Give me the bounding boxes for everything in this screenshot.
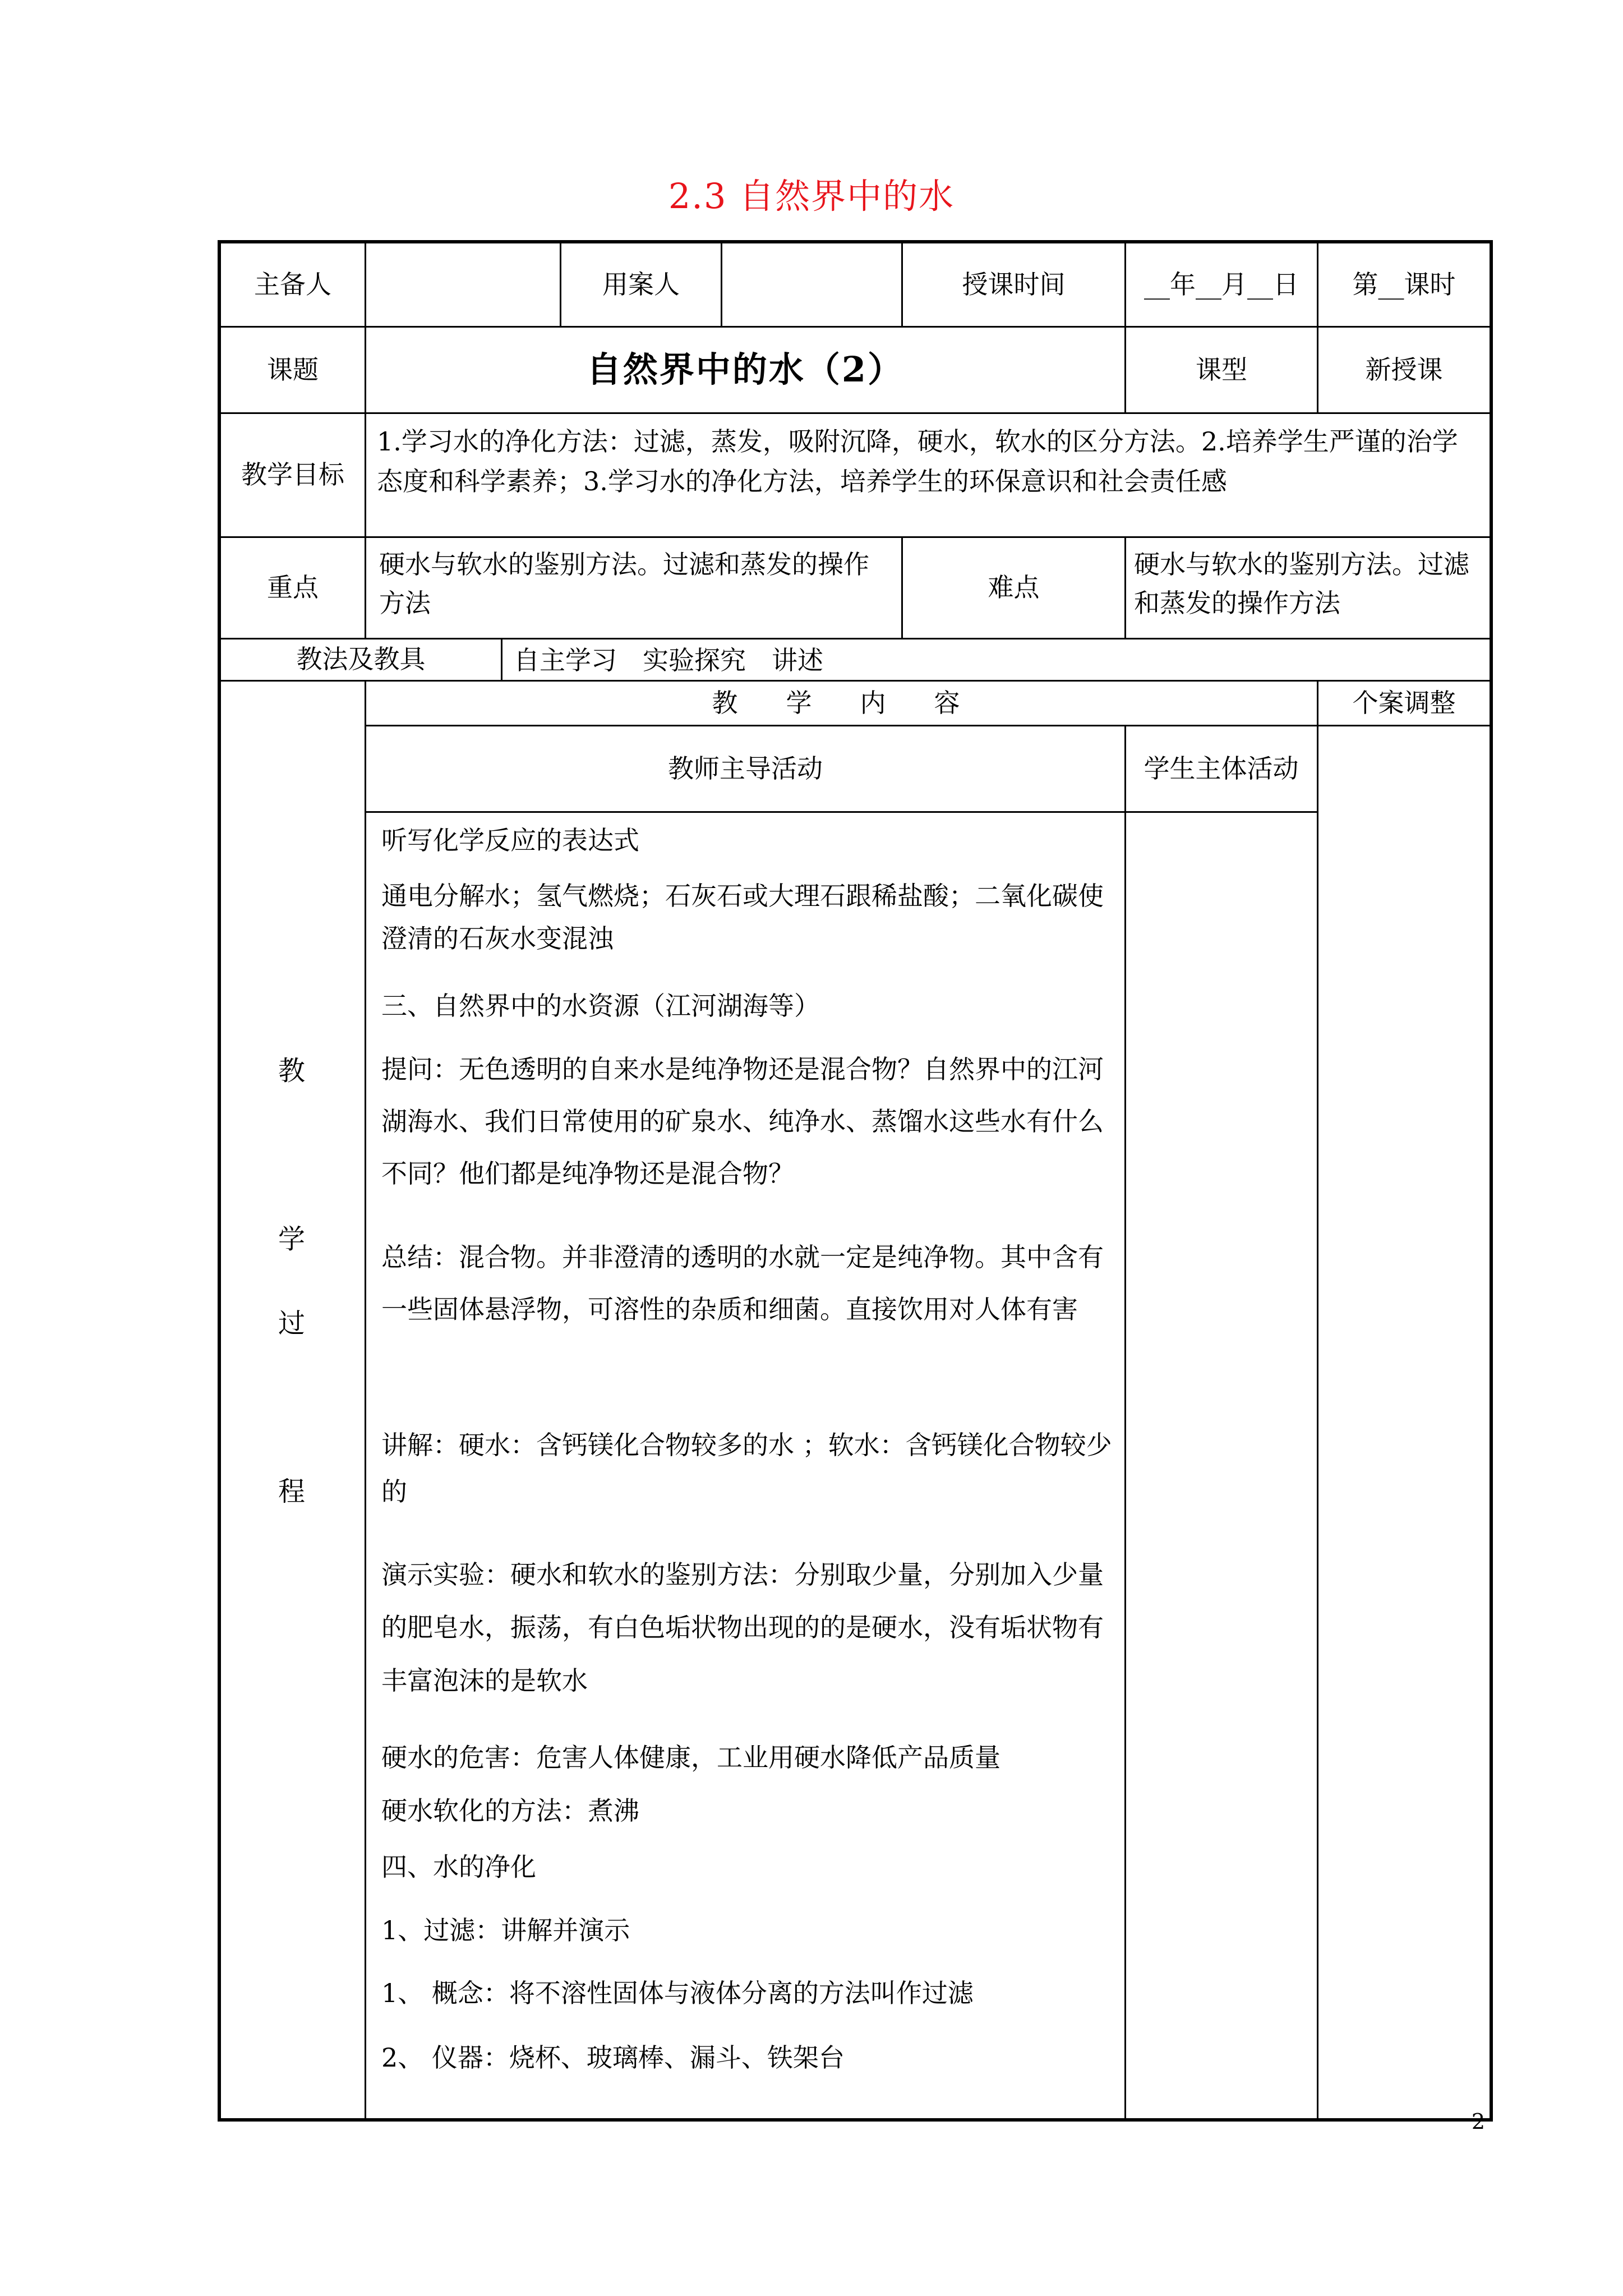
process-label-char: 教 <box>278 1055 305 1087</box>
content-line: 硬水的危害：危害人体健康，工业用硬水降低产品质量 <box>381 1742 1000 1773</box>
table-hline <box>365 811 1318 813</box>
table-vline <box>1124 536 1126 639</box>
methods-label: 教法及教具 <box>296 644 426 675</box>
user-label: 用案人 <box>602 269 680 300</box>
period-value[interactable]: 第__课时 <box>1352 269 1456 300</box>
key-text: 硬水与软水的鉴别方法。过滤和蒸发的操作方法 <box>379 549 869 618</box>
preparer-label: 主备人 <box>254 269 331 300</box>
user-value[interactable] <box>722 243 901 326</box>
methods-text: 自主学习 实验探究 讲述 <box>514 645 823 675</box>
goals-text: 1.学习水的净化方法：过滤，蒸发，吸附沉降，硬水，软水的区分方法。2.培养学生严谨的治学态度和科学素养；3.学习水的净化方法，培养学生的环保意识和社会责任感 <box>377 426 1458 497</box>
difficult-label: 难点 <box>988 572 1040 603</box>
teacher-header: 教师主导活动 <box>668 753 823 784</box>
table-vline <box>1317 680 1318 2122</box>
topic-value: 自然界中的水（2） <box>586 349 905 390</box>
page-number: 2 <box>1471 2109 1485 2134</box>
table-vline <box>1124 725 1126 2122</box>
content-line: 提问：无色透明的自来水是纯净物还是混合物？自然界中的江河湖海水、我们日常使用的矿泉水、纯净水、蒸馏水这些水有什么不同？他们都是纯净物还是混合物？ <box>381 1054 1104 1189</box>
topic-label: 课题 <box>267 354 319 385</box>
content-header: 教 学 内 容 <box>712 687 971 718</box>
content-line: 三、自然界中的水资源（江河湖海等） <box>381 991 820 1021</box>
table-border-bottom <box>218 2118 1493 2122</box>
table-vline <box>365 536 366 639</box>
content-line: 硬水软化的方法：煮沸 <box>381 1796 639 1826</box>
type-value: 新授课 <box>1365 354 1443 385</box>
content-line: 总结：混合物。并非澄清的透明的水就一定是纯净物。其中含有一些固体悬浮物，可溶性的杂质和细菌。直接饮用对人体有害 <box>381 1242 1104 1324</box>
process-label-char: 程 <box>278 1476 305 1507</box>
content-line: 讲解：硬水：含钙镁化合物较多的水 ；软水：含钙镁化合物较少的 <box>381 1430 1112 1507</box>
content-line: 演示实验：硬水和软水的鉴别方法：分别取少量，分别加入少量的肥皂水，振荡，有白色垢状物出现的的是硬水，没有垢状物有丰富泡沫的是软水 <box>381 1559 1104 1696</box>
table-border-right <box>1490 240 1493 2122</box>
table-hline <box>218 412 1493 414</box>
content-line: 1、过滤：讲解并演示 <box>381 1915 630 1945</box>
goals-label: 教学目标 <box>241 459 344 490</box>
key-label: 重点 <box>267 572 319 603</box>
student-header: 学生主体活动 <box>1144 753 1299 784</box>
table-vline <box>365 680 366 2122</box>
table-vline <box>365 412 366 537</box>
adjust-header: 个案调整 <box>1352 687 1456 718</box>
table-vline <box>501 638 502 681</box>
process-label-char: 过 <box>278 1308 305 1339</box>
process-label-char: 学 <box>278 1223 305 1255</box>
content-line: 1、 概念：将不溶性固体与液体分离的方法叫作过滤 <box>381 1978 974 2008</box>
difficult-text: 硬水与软水的鉴别方法。过滤和蒸发的操作方法 <box>1134 549 1469 618</box>
type-label: 课型 <box>1196 354 1247 385</box>
content-line: 四、水的净化 <box>381 1852 536 1882</box>
time-label: 授课时间 <box>962 269 1066 300</box>
content-line: 2、 仪器：烧杯、玻璃棒、漏斗、铁架台 <box>381 2042 845 2073</box>
content-line: 听写化学反应的表达式 <box>381 825 639 855</box>
content-line: 通电分解水；氢气燃烧；石灰石或大理石跟稀盐酸；二氧化碳使澄清的石灰水变混浊 <box>381 881 1104 954</box>
preparer-value[interactable] <box>366 243 560 326</box>
page-title: 2.3 自然界中的水 <box>668 176 955 217</box>
table-hline <box>218 536 1493 538</box>
date-value[interactable]: __年__月__日 <box>1144 269 1299 300</box>
